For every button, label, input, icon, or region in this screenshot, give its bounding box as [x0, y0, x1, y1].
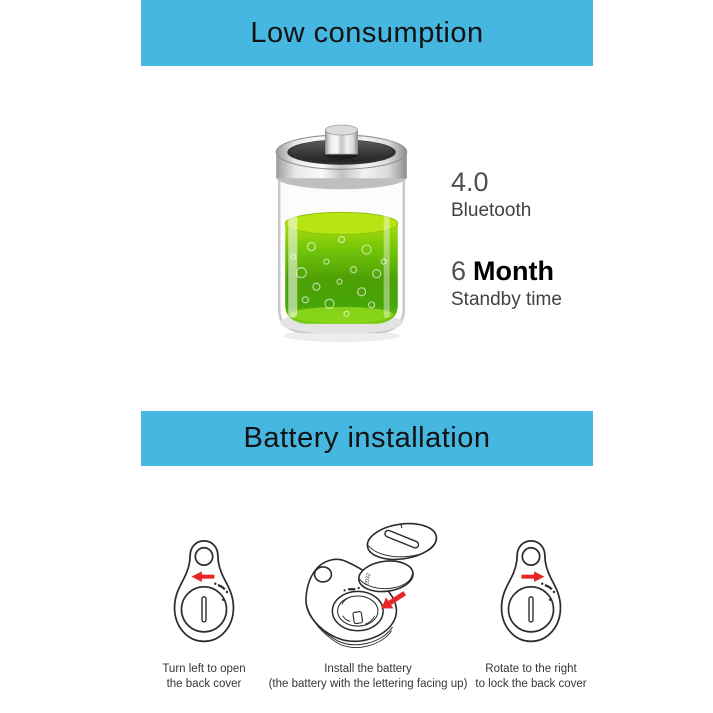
battery-cap — [276, 125, 407, 189]
standby-number: 6 — [451, 256, 467, 286]
coin-slot — [529, 597, 533, 622]
step1-turn-left-illustration — [165, 539, 243, 645]
coin-slot — [202, 597, 206, 622]
back-cover-disc — [365, 519, 439, 563]
banner-title: Battery installation — [243, 422, 491, 454]
bluetooth-label: Bluetooth — [451, 200, 532, 221]
bluetooth-version: 4.0 — [451, 167, 489, 197]
caption-line: Rotate to the right — [485, 663, 577, 675]
keyring-hole — [195, 548, 212, 565]
step2-install-battery-illustration — [292, 518, 447, 659]
caption-line: to lock the back cover — [475, 678, 587, 691]
glass-highlight-right — [384, 179, 390, 318]
standby-label: Standby time — [451, 289, 562, 310]
caption-line: (the battery with the lettering facing up) — [268, 678, 468, 691]
step2-caption — [258, 662, 478, 692]
glass-highlight — [288, 179, 297, 318]
step3-caption — [451, 662, 611, 692]
standby-value — [451, 257, 554, 287]
keyring-hole — [315, 567, 332, 582]
step3-rotate-right-illustration — [492, 539, 570, 645]
battery-level-image — [271, 121, 412, 347]
battery-marking-label: 2032 — [364, 572, 373, 587]
caption-line: the back cover — [166, 678, 242, 691]
standby-unit: Month — [473, 256, 554, 286]
section-banner-low-consumption — [141, 0, 593, 66]
caption-line: Turn left to open — [162, 663, 246, 675]
keyring-hole — [522, 548, 539, 565]
caption-line: Install the battery — [324, 663, 412, 675]
banner-title: Low consumption — [250, 16, 484, 49]
section-banner-battery-installation — [141, 411, 593, 466]
